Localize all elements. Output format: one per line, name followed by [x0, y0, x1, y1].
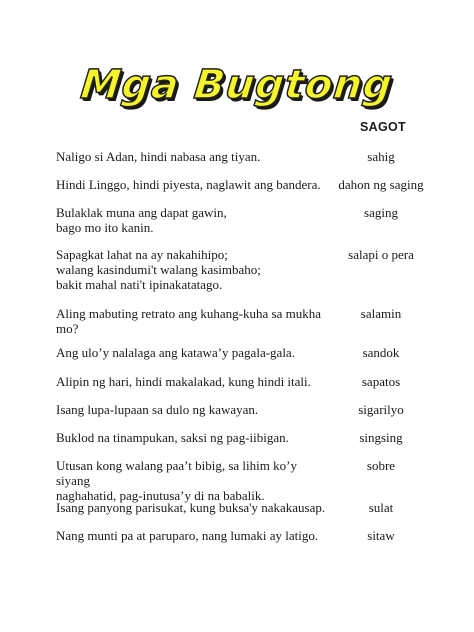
riddle-question: Isang lupa-lupaan sa dulo ng kawayan.: [56, 402, 259, 417]
riddle-question: Alipin ng hari, hindi makalakad, kung hindi itali.: [56, 374, 311, 389]
riddle-answer: sobre: [366, 458, 396, 473]
riddle-answer: salamin: [360, 306, 402, 321]
title-container: [0, 62, 474, 108]
riddle-answer: singsing: [359, 430, 403, 445]
riddle-answer: sahig: [367, 149, 395, 164]
riddle-answer: sitaw: [367, 528, 395, 543]
riddle-answer: sapatos: [361, 374, 401, 389]
riddle-answer: saging: [364, 205, 398, 220]
riddle-question: Hindi Linggo, hindi piyesta, naglawit ang bandera.: [56, 177, 321, 192]
riddle-answer: sulat: [368, 500, 394, 515]
riddle-question: Isang panyong parisukat, kung buksa'y nakakausap.: [56, 500, 326, 515]
riddle-question: Naligo si Adan, hindi nabasa ang tiyan.: [56, 149, 261, 164]
riddle-question: Utusan kong walang paa’t bibig, sa lihim ko’y siyang naghahatid, pag-inutusa’y di na babalik.: [56, 458, 297, 503]
riddle-question: Sapagkat lahat na ay nakahihipo; walang kasindumi't walang kasimbaho; bakit mahal nati't ipinakatatago.: [56, 247, 261, 292]
riddle-question: Buklod na tinampukan, saksi ng pag-iibigan.: [56, 430, 289, 445]
riddle-answer: dahon ng saging: [338, 177, 424, 192]
page-title: Mga Bugtong: [78, 62, 396, 108]
riddle-question: Ang ulo’y nalalaga ang katawa’y pagala-gala.: [56, 345, 295, 360]
answer-column-header: SAGOT: [360, 120, 406, 134]
riddle-question: Bulaklak muna ang dapat gawin, bago mo ito kanin.: [56, 205, 227, 235]
riddle-answer: sandok: [362, 345, 400, 360]
riddle-answer: sigarilyo: [358, 402, 404, 417]
riddle-question: Nang munti pa at paruparo, nang lumaki ay latigo.: [56, 528, 319, 543]
riddle-question: Aling mabuting retrato ang kuhang-kuha sa mukha mo?: [56, 306, 321, 336]
riddle-answer: salapi o pera: [348, 247, 414, 262]
